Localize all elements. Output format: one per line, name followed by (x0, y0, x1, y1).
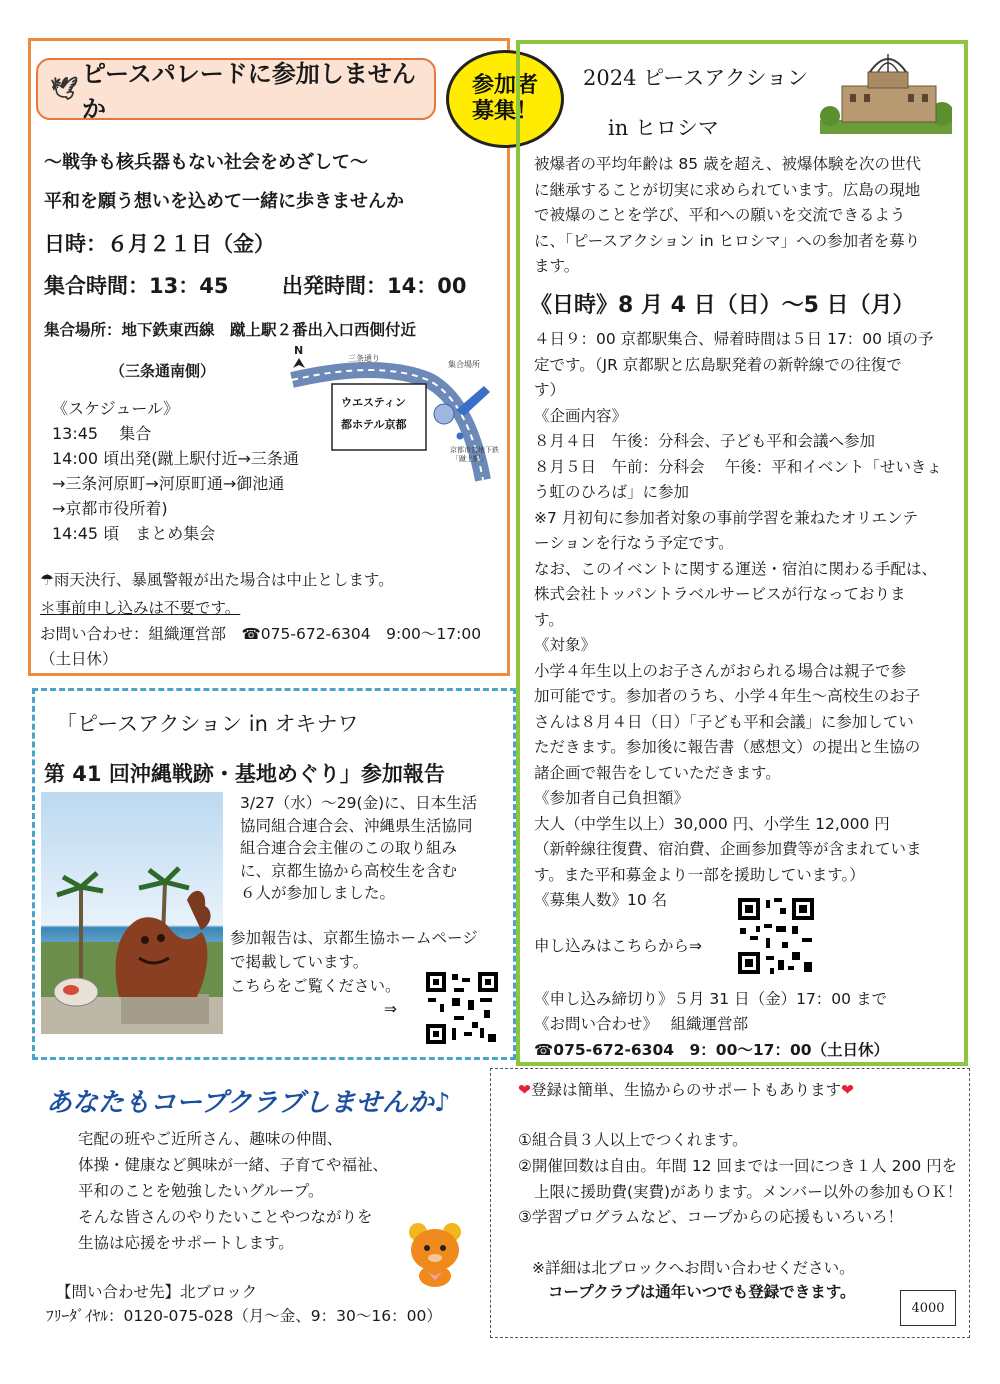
coop-line: 生協は応援をサポートします。 (78, 1234, 294, 1252)
coop-club-title: あなたもコープクラブしませんか♪ (46, 1088, 451, 1118)
registration-item: ③学習プログラムなど、コープからの応援もいろいろ！ (518, 1208, 903, 1226)
parade-place-note: （三条通南側） (110, 362, 216, 380)
schedule-item: 14:00 頃出発(蹴上駅付近→三条通 (52, 449, 299, 468)
station-label-1: 京都市営地下鉄 (450, 446, 499, 454)
body-line: ８月４日 午後：分科会、子ども平和会議へ参加 (534, 432, 876, 450)
intro-line: に継承することが切実に求められています。広島の現地 (534, 180, 921, 199)
parade-gather-time: 集合時間：13：45 (44, 274, 229, 298)
body-line: なお、このイベントに関する運送・宿泊に関わる手配は、 (534, 559, 938, 578)
map-road-label: 三条通り (348, 354, 380, 363)
map-gather-label: 集合場所 (448, 360, 480, 369)
okinawa-text-line: に、京都生協から高校生を含む (240, 861, 458, 880)
registration-item: ②開催回数は自由。年間 12 回までは一回につき１人 200 円を (518, 1157, 958, 1175)
mascot-character (402, 1218, 468, 1288)
intro-line: 被爆者の平均年齢は 85 歳を超え、被爆体験を次の世代 (534, 155, 922, 173)
body-line: う虹のひろば」に参加 (534, 483, 690, 501)
body-line: 《対象》 (534, 636, 597, 654)
hotel-name-2: 都ホテル京都 (341, 418, 407, 431)
registration-heading: ❤登録は簡単、生協からのサポートもあります❤ (518, 1081, 855, 1099)
body-line: ※7 月初旬に参加者対象の事前学習を兼ねたオリエンテ (534, 508, 918, 527)
peace-parade-title: ピースパレードに参加しませんか (81, 60, 416, 123)
coop-line: そんな皆さんのやりたいことやつながりを (78, 1208, 373, 1226)
registration-item: 上限に援助費(実費)があります。メンバー以外の参加もＯＫ！ (534, 1183, 963, 1201)
hiroshima-contact-heading: 《お問い合わせ》 組織運営部 (534, 1015, 749, 1033)
body-line: ４日９：00 京都駅集合、帰着時間は５日 17：00 頃の予 (534, 330, 934, 348)
parade-map (288, 340, 510, 500)
hiroshima-contact: ☎075-672-6304 9：00～17：00（土日休） (534, 1041, 890, 1059)
okinawa-title-1: 「ピースアクション in オキナワ (56, 712, 359, 736)
atomic-dome-illustration (820, 50, 952, 134)
coop-contact-heading: 【問い合わせ先】北ブロック (56, 1283, 258, 1301)
rain-note: ☂雨天決行、暴風警報が出た場合は中止とします。 (40, 571, 394, 589)
body-line: ただきます。参加後に報告書（感想文）の提出と生協の (534, 738, 921, 756)
gather-point-icon (434, 404, 454, 424)
body-line: （新幹線往復費、宿泊費、企画参加費等が含まれていま (534, 840, 922, 858)
intro-line: に、「ピースアクション in ヒロシマ」への参加者を募り (534, 231, 921, 250)
recruit-line-2: 募集！ (471, 99, 538, 124)
okinawa-shisa-photo (41, 792, 223, 1034)
umbrella-icon: ☂ (40, 571, 54, 589)
registration-note-2: コープクラブは通年いつでも登録できます。 (548, 1283, 856, 1301)
north-label: N (294, 344, 304, 357)
body-line: さんは８月４日（日）「子ども平和会議」に参加してい (534, 712, 914, 731)
hiroshima-title-1: 2024 ピースアクション (583, 66, 809, 90)
body-line: 株式会社トッパントラベルサービスが行なっておりま (534, 585, 906, 603)
okinawa-text-line: 組合連合会主催のこの取り組み (240, 839, 458, 857)
coop-line: 平和のことを勉強したいグループ。 (78, 1182, 324, 1200)
hiroshima-qr-code[interactable] (736, 896, 816, 976)
okinawa-text-line: ６人が参加しました。 (240, 884, 396, 902)
hiroshima-intro (534, 152, 958, 280)
okinawa-qr-code[interactable] (424, 970, 500, 1046)
schedule-item: →京都市役所着) (52, 499, 168, 518)
heart-icon: ❤ (518, 1081, 531, 1099)
coop-line: 宅配の班やご近所さん、趣味の仲間、 (78, 1130, 343, 1148)
hiroshima-deadline: 《申し込み締切り》５月 31 日（金）17：00 まで (534, 990, 887, 1008)
okinawa-report-line: こちらをご覧ください。 (230, 977, 401, 995)
station-label-2: 「蹴上駅」 (452, 455, 487, 463)
coop-freedial: ﾌﾘｰﾀﾞｲﾔﾙ：0120-075-028（月～金、9：30～16：00） (46, 1307, 442, 1325)
hotel-box (332, 384, 426, 450)
body-line: 定です。（JR 京都駅と広島駅発着の新幹線での往復で (534, 355, 902, 374)
registration-item: ①組合員３人以上でつくれます。 (518, 1131, 748, 1149)
schedule-heading: 《スケジュール》 (52, 399, 180, 418)
hiroshima-apply-text: 申し込みはこちらから⇒ (534, 937, 702, 955)
okinawa-text-line: 3/27（水）～29(金)に、日本生活 (240, 794, 478, 812)
hotel-name-1: ウエスティン (341, 396, 406, 409)
parade-holiday: （土日休） (40, 650, 118, 668)
body-line: 大人（中学生以上）30,000 円、小学生 12,000 円 (534, 814, 890, 833)
schedule-item: 14:45 頃 まとめ集会 (52, 524, 216, 543)
okinawa-text-line: 協同組合連合会、沖縄県生活協同 (240, 816, 473, 835)
parade-subtitle: ～戦争も核兵器もない社会をめざして～ (44, 152, 368, 173)
intro-line: で被爆のことを学び、平和への願いを交流できるよう (534, 206, 906, 224)
okinawa-title-2: 第 41 回沖縄戦跡・基地めぐり」参加報告 (44, 762, 445, 786)
hiroshima-date-heading: 《日時》8 月 4 日（日）～5 日（月） (530, 293, 915, 318)
parade-place: 集合場所：地下鉄東西線 蹴上駅２番出入口西側付近 (44, 321, 417, 339)
body-line: ８月５日 午前：分科会 午後：平和イベント「せいきょ (534, 457, 942, 476)
heart-icon: ❤ (841, 1081, 855, 1099)
okinawa-report-line: 参加報告は、京都生協ホームページ (230, 929, 478, 947)
parade-invite: 平和を願う想いを込めて一緒に歩きませんか (44, 191, 404, 212)
okinawa-report-line: で掲載しています。 (230, 953, 369, 971)
coop-line: 体操・健康など興味が一緒、子育てや福祉、 (78, 1156, 389, 1174)
dove-icon: 🕊 (50, 76, 78, 102)
body-line: 加可能です。参加者のうち、小学４年生～高校生のお子 (534, 687, 921, 705)
no-apply-note: ＊事前申し込みは不要です。 (40, 599, 241, 617)
body-line: 諸企画で報告をしていただきます。 (534, 763, 781, 782)
north-arrow-icon (293, 358, 305, 368)
registration-note-1: ※詳細は北ブロックへお問い合わせください。 (532, 1259, 855, 1277)
intro-line: ます。 (534, 257, 580, 275)
schedule-item: 13:45 集合 (52, 424, 152, 443)
body-line: す） (534, 381, 566, 399)
recruit-line-1: 参加者 (471, 73, 538, 98)
peace-parade-title-banner (36, 58, 436, 123)
document-code: 4000 (900, 1290, 956, 1326)
body-line: す。また平和募金より一部を援助しています。） (534, 865, 865, 884)
body-line: ーションを行なう予定です。 (534, 534, 734, 552)
schedule-item: →三条河原町→河原町通→御池通 (52, 474, 285, 493)
body-line: 《募集人数》10 名 (534, 891, 668, 909)
okinawa-text (240, 792, 477, 905)
body-line: 《企画内容》 (534, 406, 628, 425)
hiroshima-title-2: in ヒロシマ (608, 116, 719, 140)
body-line: す。 (534, 610, 564, 629)
body-line: 小学４年生以上のお子さんがおられる場合は親子で参 (534, 661, 907, 680)
body-line: 《参加者自己負担額》 (534, 789, 690, 807)
hiroshima-body (534, 327, 958, 914)
okinawa-arrow: ⇒ (384, 1000, 397, 1018)
parade-date: 日時：６月２１日（金） (44, 232, 275, 256)
parade-contact: お問い合わせ：組織運営部 ☎075-672-6304 9:00～17:00 (40, 625, 482, 643)
parade-depart-time: 出発時間：14：00 (282, 274, 467, 298)
